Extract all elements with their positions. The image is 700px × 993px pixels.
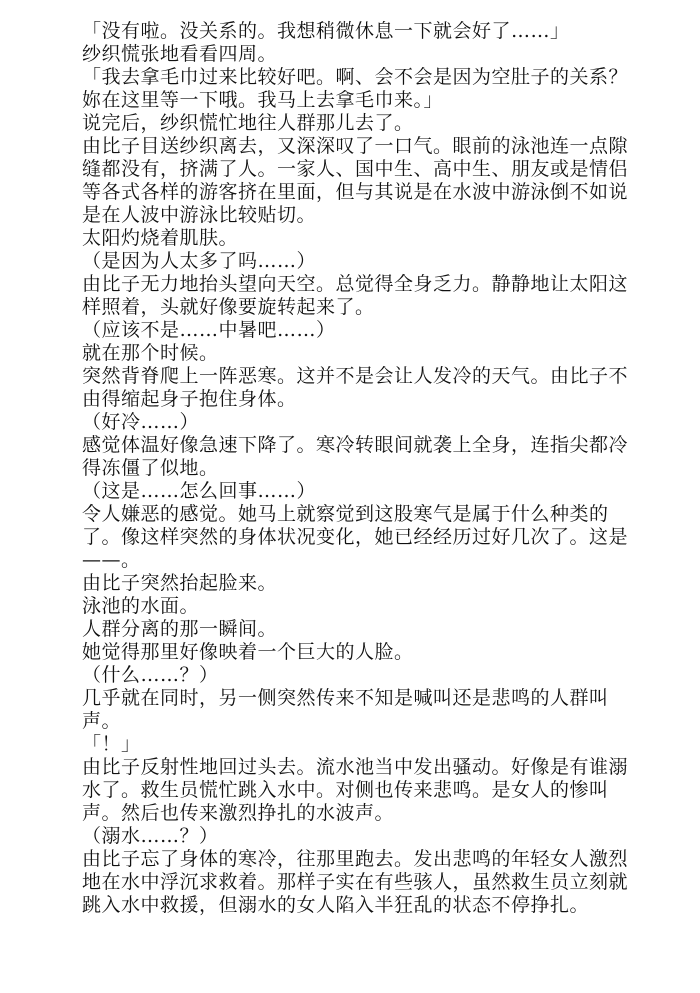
paragraph: （好冷……） bbox=[82, 411, 200, 433]
paragraph: （这是……怎么回事……） bbox=[82, 480, 317, 502]
paragraph: 由比子反射性地回过头去。流水池当中发出骚动。好像是有谁溺水了。救生员慌忙跳入水中。对侧也传来悲鸣。是女人的惨叫声。然后也传来激烈挣扎的水波声。 bbox=[82, 756, 629, 824]
paragraph: 纱织慌张地看看四周。 bbox=[82, 43, 278, 65]
paragraph: 「没有啦。没关系的。我想稍微休息一下就会好了……」 bbox=[82, 20, 570, 42]
paragraph: （应该不是……中暑吧……） bbox=[82, 319, 336, 341]
paragraph: 由比子突然抬起脸来。 bbox=[82, 572, 278, 594]
paragraph: 由比子无力地抬头望向天空。总觉得全身乏力。静静地让太阳这样照着，头就好像要旋转起来了。 bbox=[82, 273, 629, 318]
paragraph: 突然背脊爬上一阵恶寒。这并不是会让人发冷的天气。由比子不由得缩起身子抱住身体。 bbox=[82, 365, 629, 410]
paragraph: 就在那个时候。 bbox=[82, 342, 219, 364]
paragraph: 人群分离的那一瞬间。 bbox=[82, 618, 278, 640]
paragraph: （什么……？） bbox=[82, 664, 219, 686]
paragraph: （是因为人太多了吗……） bbox=[82, 250, 317, 272]
paragraph: 太阳灼烧着肌肤。 bbox=[82, 227, 239, 249]
paragraph: 令人嫌恶的感觉。她马上就察觉到这股寒气是属于什么种类的了。像这样突然的身体状况变化，她已经经历过好几次了。这是——。 bbox=[82, 503, 629, 571]
body-text bbox=[82, 20, 642, 917]
paragraph: 「我去拿毛巾过来比较好吧。啊、会不会是因为空肚子的关系？妳在这里等一下哦。我马上去拿毛巾来。」 bbox=[82, 66, 629, 111]
paragraph: 感觉体温好像急速下降了。寒冷转眼间就袭上全身，连指尖都冷得冻僵了似地。 bbox=[82, 434, 629, 479]
paragraph: （溺水……？） bbox=[82, 825, 219, 847]
paragraph: 由比子忘了身体的寒冷，往那里跑去。发出悲鸣的年轻女人激烈地在水中浮沉求救着。那样子实在有些骇人，虽然救生员立刻就跳入水中救援，但溺水的女人陷入半狂乱的状态不停挣扎。 bbox=[82, 848, 629, 916]
paragraph: 几乎就在同时，另一侧突然传来不知是喊叫还是悲鸣的人群叫声。 bbox=[82, 687, 609, 732]
paragraph: 「！」 bbox=[82, 733, 141, 755]
paragraph: 说完后，纱织慌忙地往人群那儿去了。 bbox=[82, 112, 414, 134]
paragraph: 由比子目送纱织离去，又深深叹了一口气。眼前的泳池连一点隙缝都没有，挤满了人。一家人、国中生、高中生、朋友或是情侣等各式各样的游客挤在里面，但与其说是在水波中游泳倒不如说是在人波中游泳比较贴切。 bbox=[82, 135, 629, 226]
paragraph: 她觉得那里好像映着一个巨大的人脸。 bbox=[82, 641, 414, 663]
paragraph: 泳池的水面。 bbox=[82, 595, 200, 617]
